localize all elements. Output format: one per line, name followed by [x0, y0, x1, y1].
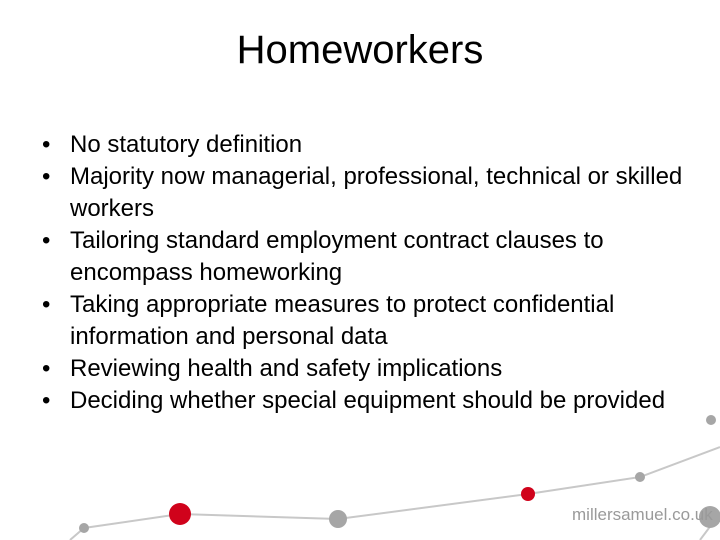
- decorative-dot-icon: [706, 415, 716, 425]
- decorative-dot-icon: [329, 510, 347, 528]
- bullet-item: • Taking appropriate measures to protect confidential information and personal data: [40, 289, 690, 353]
- bullet-item: • Deciding whether special equipment should be provided: [40, 385, 690, 417]
- decorative-dot-red-icon: [521, 487, 535, 501]
- bullet-item: • Reviewing health and safety implications: [40, 353, 690, 385]
- bullet-item: • Majority now managerial, professional, technical or skilled workers: [40, 161, 690, 225]
- decorative-dot-red-icon: [169, 503, 191, 525]
- slide-title: Homeworkers: [236, 28, 484, 72]
- bullet-item: • No statutory definition: [40, 129, 690, 161]
- decorative-dot-icon: [635, 472, 645, 482]
- decorative-dot-icon: [79, 523, 89, 533]
- decorative-connector-line: [70, 447, 720, 540]
- bullet-item: • Tailoring standard employment contract clauses to encompass homeworking: [40, 225, 690, 289]
- brand-logo-text: millersamuel.co.uk: [572, 505, 713, 524]
